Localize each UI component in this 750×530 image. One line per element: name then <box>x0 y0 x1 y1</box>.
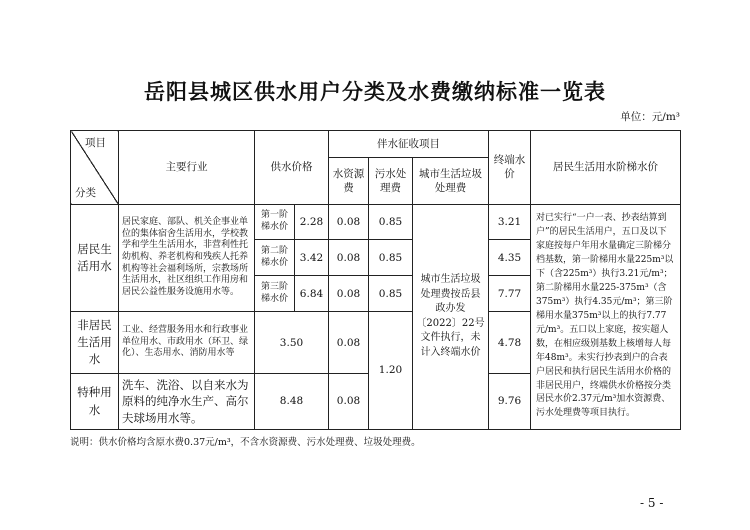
header-garbage-fee: 城市生活垃圾处理费 <box>413 158 489 204</box>
terminal-price-value: 4.35 <box>489 240 531 276</box>
resource-fee-value: 0.08 <box>329 312 369 374</box>
header-charge-items: 伴水征收项目 <box>329 131 489 158</box>
tier-label: 第一阶梯水价 <box>255 204 295 240</box>
supply-price-value: 8.48 <box>255 374 329 430</box>
terminal-price-value: 7.77 <box>489 276 531 312</box>
sewage-fee-value: 0.85 <box>369 204 413 240</box>
tier-label: 第二阶梯水价 <box>255 240 295 276</box>
header-sewage-fee: 污水处理费 <box>369 158 413 204</box>
supply-price-value: 3.50 <box>255 312 329 374</box>
category-special: 特种用水 <box>71 374 119 430</box>
table-row <box>71 204 681 240</box>
supply-price-value: 2.28 <box>295 204 329 240</box>
header-tier-price: 居民生活用水阶梯水价 <box>531 131 681 205</box>
header-terminal-price: 终端水价 <box>489 131 531 205</box>
document-title: 岳阳县城区供水用户分类及水费缴纳标准一览表 <box>144 80 606 104</box>
page-number: - 5 - <box>640 496 664 510</box>
industry-nonresident: 工业、经营服务用水和行政事业单位用水、市政用水（环卫、绿化）、生态用水、消防用水等 <box>119 312 255 374</box>
sewage-fee-shared-value: 1.20 <box>369 312 413 430</box>
terminal-price-value: 3.21 <box>489 204 531 240</box>
header-diagonal-cell <box>71 131 119 205</box>
resource-fee-value: 0.08 <box>329 204 369 240</box>
unit-label: 单位：元/m³ <box>620 111 680 123</box>
supply-price-value: 6.84 <box>295 276 329 312</box>
terminal-price-value: 4.78 <box>489 312 531 374</box>
tier-label: 第三阶梯水价 <box>255 276 295 312</box>
tier-price-note: 对已实行“一户一表、抄表结算到户”的居民生活用户，五口及以下家庭按每户年用水量确定三阶梯分档基数，第一阶梯用水量225m³以下（含225m³）执行3.21元/m³；第二阶梯用水量225-375m³（含375m³）执行4.35元/m³；第三阶梯用水量375m³以上的执行7.77元/m³。五口以上家庭，按实超人数，在相应级别基数上核增每人每年48m³。未实行抄表到户的合表户居民和执行居民生活用水价格的非居民用户，终端供水价格按分类居民水价2.37元/m³加水资源费、污水处理费等项目执行。 <box>531 204 681 429</box>
resource-fee-value: 0.08 <box>329 240 369 276</box>
terminal-price-value: 9.76 <box>489 374 531 430</box>
sewage-fee-value: 0.85 <box>369 240 413 276</box>
header-category: 分类 <box>75 186 96 199</box>
garbage-fee-note: 城市生活垃圾处理费按岳县政办发〔2022〕22号文件执行，未计入终端水价 <box>413 204 489 429</box>
fee-table <box>70 130 681 430</box>
header-resource-fee: 水资源费 <box>329 158 369 204</box>
industry-special: 洗车、洗浴、以自来水为原料的纯净水生产、高尔夫球场用水等。 <box>119 374 255 430</box>
resource-fee-value: 0.08 <box>329 374 369 430</box>
header-project: 项目 <box>85 137 106 149</box>
header-industry: 主要行业 <box>119 131 255 205</box>
resource-fee-value: 0.08 <box>329 276 369 312</box>
footnote: 说明：供水价格均含原水费0.37元/m³，不含水资源费、污水处理费、垃圾处理费。 <box>70 437 421 448</box>
industry-resident: 居民家庭、部队、机关企事业单位的集体宿舍生活用水，学校教学和学生生活用水，非营利性托幼机构、养老机构和残疾人托养机构等社会福利场所，宗教场所生活用水，社区组织工作用房和居民公益性服务设施用水等。 <box>119 204 255 311</box>
category-resident: 居民生活用水 <box>71 204 119 311</box>
supply-price-value: 3.42 <box>295 240 329 276</box>
sewage-fee-value: 0.85 <box>369 276 413 312</box>
category-nonresident: 非居民生活用水 <box>71 312 119 374</box>
header-supply-price: 供水价格 <box>255 131 329 205</box>
